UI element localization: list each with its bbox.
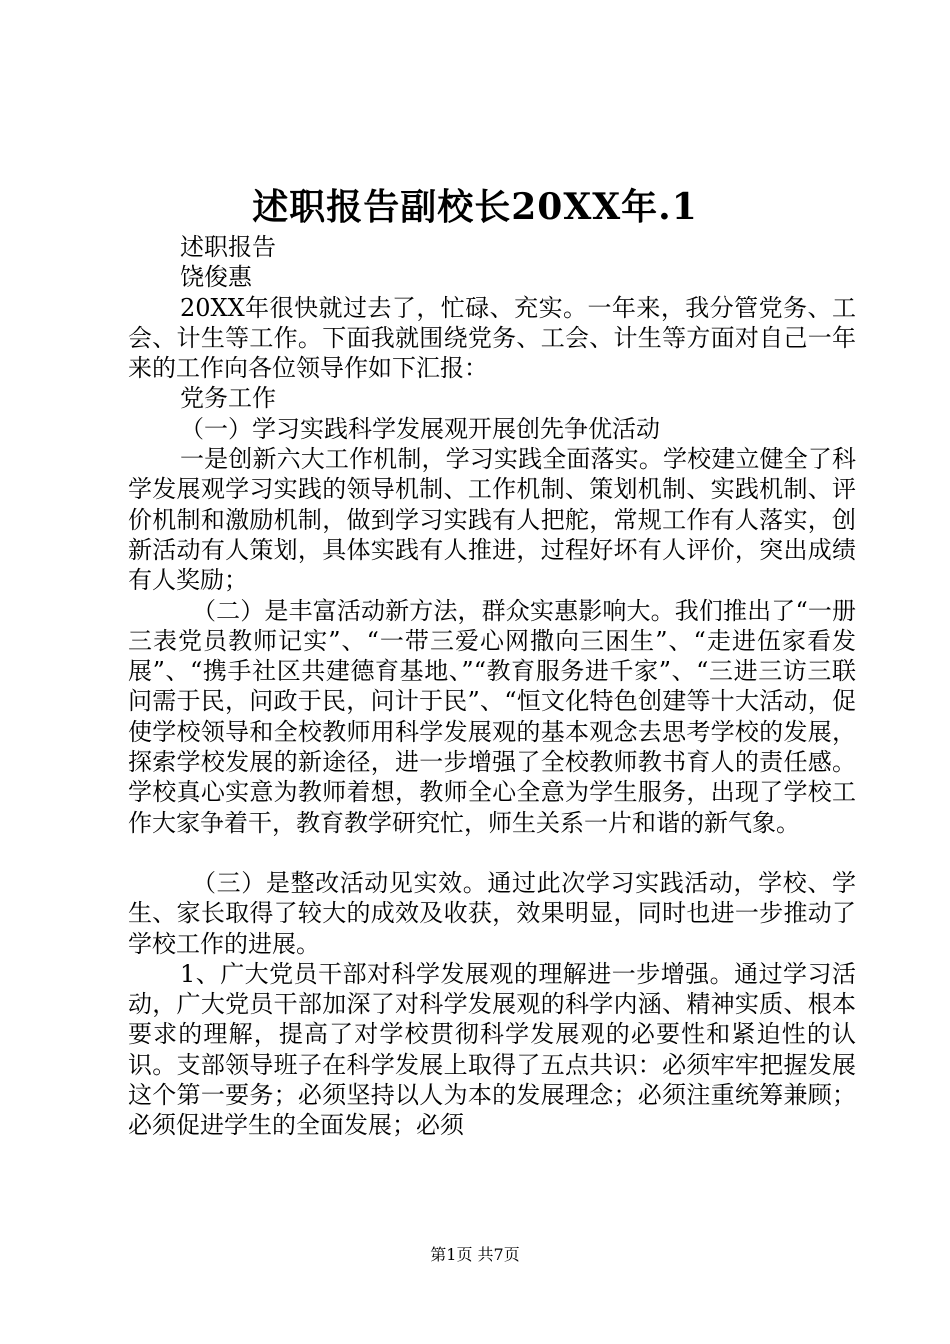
document-body <box>128 232 856 1141</box>
document-title: 述职报告副校长20XX年.1 <box>252 186 698 228</box>
paragraph-subsection-two: （二）是丰富活动新方法，群众实惠影响大。我们推出了“一册三表党员教师记实”、“一带三爱心网撒向三困生”、“走进伍家看发展”、“携手社区共建德育基地、”“教育服务进千家”、“三进三访三联问需于民，问政于民，问计于民”、“恒文化特色创建等十大活动，促使学校领导和全校教师用科学发展观的基本观念去思考学校的发展，探索学校发展的新途径，进一步增强了全校教师教书育人的责任感。学校真心实意为教师着想，教师全心全意为学生服务，出现了学校工作大家争着干，教育教学研究忙，师生关系一片和谐的新气象。 <box>128 596 856 837</box>
paragraph-intro: 20XX年很快就过去了，忙碌、充实。一年来，我分管党务、工会、计生等工作。下面我就围绕党务、工会、计生等方面对自己一年来的工作向各位领导作如下汇报： <box>128 293 856 383</box>
paragraph-point-one: 1、广大党员干部对科学发展观的理解进一步增强。通过学习活动，广大党员干部加深了对科学发展观的科学内涵、精神实质、根本要求的理解，提高了对学校贯彻科学发展观的必要性和紧迫性的认识。支部领导班子在科学发展上取得了五点共识：必须牢牢把握发展这个第一要务；必须坚持以人为本的发展理念；必须注重统筹兼顾；必须促进学生的全面发展；必须 <box>128 959 856 1140</box>
paragraph-section-party-affairs: 党务工作 <box>180 384 276 413</box>
page-number-footer: 第1页 共7页 <box>430 1245 520 1264</box>
paragraph-subsection-one: （一）学习实践科学发展观开展创先争优活动 <box>180 414 660 443</box>
paragraph-mechanisms: 一是创新六大工作机制，学习实践全面落实。学校建立健全了科学发展观学习实践的领导机制、工作机制、策划机制、实践机制、评价机制和激励机制，做到学习实践有人把舵，常规工作有人落实，创新活动有人策划，具体实践有人推进，过程好坏有人评价，突出成绩有人奖励； <box>128 445 856 595</box>
paragraph-heading-report: 述职报告 <box>180 233 276 261</box>
paragraph-author: 饶俊惠 <box>180 263 252 292</box>
paragraph-subsection-three: （三）是整改活动见实效。通过此次学习实践活动，学校、学生、家长取得了较大的成效及收获，效果明显，同时也进一步推动了学校工作的进展。 <box>128 868 856 958</box>
